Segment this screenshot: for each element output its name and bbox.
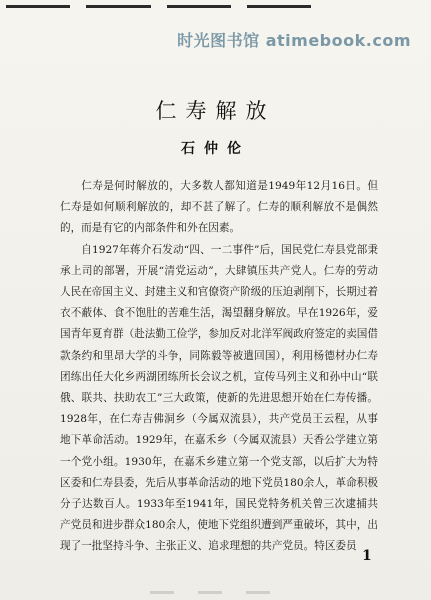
article-body bbox=[60, 176, 378, 558]
footer-rule bbox=[150, 591, 270, 594]
header-dash bbox=[247, 5, 311, 8]
article-title: 仁寿解放 bbox=[155, 99, 276, 123]
header-rule bbox=[6, 5, 311, 9]
paragraph: 仁寿是何时解放的，大多数人都知道是1949年12月16日。但仁寿是如何顺利解放的，却不甚了解了。仁寿的顺利解放不是偶然的，而是有它的内部条件和外在因素。 bbox=[60, 180, 378, 235]
header-dash bbox=[167, 5, 231, 8]
article-author: 石仲伦 bbox=[181, 141, 250, 157]
paragraph: 自1927年蒋介石发动“四、一二事件”后，国民党仁寿县党部秉承上司的部署，开展“清党运动”，大肆镇压共产党人。仁寿的劳动人民在帝国主义、封建主义和官僚资产阶级的压迫剥削下，长期过着衣不蔽体、食不饱肚的苦难生活，渴望翻身解放。早在1926年，爱国青年夏育群（赴法勤工俭学，参加反对北洋军阀政府签定的卖国借款条约和里昂大学的斗争，同陈毅等被遣回国），利用杨德材办仁寿团练出任大化乡两湖团练所长会议之机，宣传马列主义和孙中山“联俄、联共、扶助农工”三大政策，使新的先进思想开始在仁寿传播。1928年，在仁寿吉佛洞乡（今属双流县），共产党员王云程，从事地下革命活动。1929年，在嘉禾乡（今属双流县）天香公学建立第一个党小组。1930年，在嘉禾乡建立第一个党支部，以后扩大为特区委和仁寿县委，先后从事革命活动的地下党员180余人，革命积极分子达数百人。1933年至1941年，国民党特务机关曾三次逮捕共产党员和进步群众180余人，使地下党组织遭到严重破坏，其中，出现了一批坚持斗争、主张正义、追求理想的共产党员。特区委员 bbox=[60, 243, 378, 553]
header-dash bbox=[86, 5, 150, 8]
page-number: 1 bbox=[362, 548, 372, 564]
header-dash bbox=[6, 5, 70, 8]
watermark: 时光图书馆 atimebook.com bbox=[177, 31, 411, 50]
